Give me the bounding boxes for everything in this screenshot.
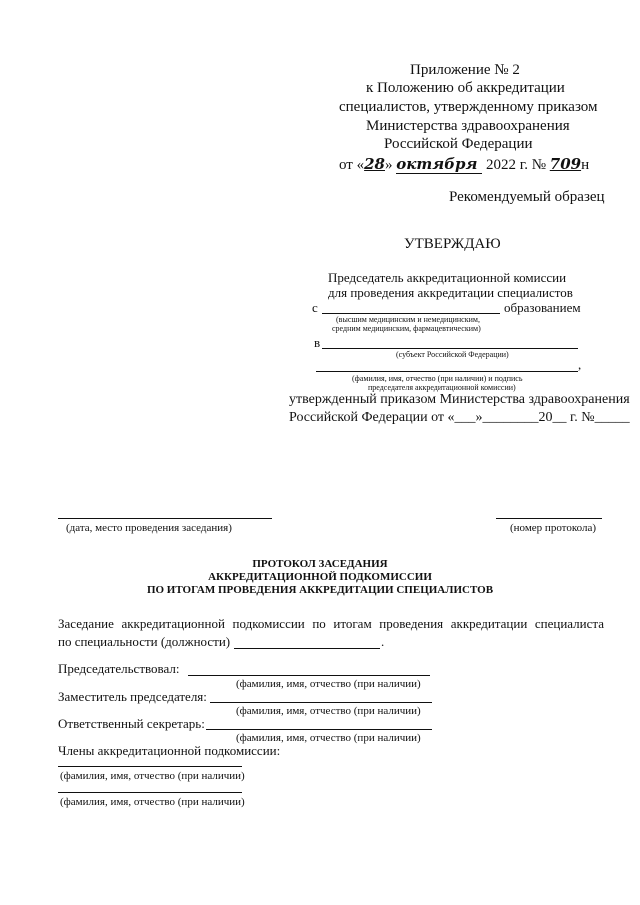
year-text: 2022 г. № [485,157,547,173]
appendix-line-5: Российской Федерации [384,136,533,152]
deputy-blank-line [210,702,432,703]
appendix-line-4: Министерства здравоохранения [366,118,570,134]
member-2-blank-line [58,792,242,793]
deputy-fio-hint: (фамилия, имя, отчество (при наличии) [236,705,421,717]
appendix-line-2: к Положению об аккредитации [366,80,565,96]
secretary-blank-line [206,729,432,730]
intro-line-1: Заседание аккредитационной подкомиссии по итогам проведения аккредитации специалиста [58,616,604,631]
subject-hint: (субъект Российской Федерации) [396,350,509,359]
date-prefix: от « [339,157,365,173]
approve-title: УТВЕРЖДАЮ [404,236,501,252]
handwritten-month: октября [396,155,482,174]
members-label: Члены аккредитационной подкомиссии: [58,743,281,758]
intro-line-2-prefix: по специальности (должности) [58,634,231,649]
appendix-number: Приложение № 2 [410,62,520,78]
with-suffix: образованием [504,300,581,315]
handwritten-day: 28 [364,155,385,173]
deputy-label: Заместитель председателя: [58,689,207,704]
member-1-blank-line [58,766,242,767]
fio-hint-2: председателя аккредитационной комиссии) [368,383,516,392]
fio-hint-1: (фамилия, имя, отчество (при наличии) и подпись [352,374,523,383]
member-1-fio-hint: (фамилия, имя, отчество (при наличии) [60,770,245,782]
intro-line-2-suffix: . [381,634,385,649]
chairman-blank-line [188,675,430,676]
order-line-2: Российской Федерации от «___»________20__ г. №_____ [289,410,630,425]
specialty-blank-line [234,648,380,649]
protocol-number-blank-line [496,518,602,519]
handwritten-order-number: 709 [549,155,582,173]
education-hint-1: (высшим медицинским и немедицинским, [336,315,480,324]
in-prefix: в [314,335,321,350]
recommended-sample: Рекомендуемый образец [449,189,605,205]
date-place-label: (дата, место проведения заседания) [66,522,232,534]
secretary-label: Ответственный секретарь: [58,716,205,731]
date-place-blank-line [58,518,272,519]
protocol-title-line-2: АККРЕДИТАЦИОННОЙ ПОДКОМИССИИ [208,571,432,583]
order-line-1: утвержденный приказом Министерства здравоохранения [289,392,630,407]
member-2-fio-hint: (фамилия, имя, отчество (при наличии) [60,796,245,808]
approve-line-1: Председатель аккредитационной комиссии [328,270,567,285]
with-prefix: с [312,300,318,315]
approve-line-2: для проведения аккредитации специалистов [328,285,573,300]
appendix-date-line: от «28» октября 2022 г. № 709н [339,155,590,173]
protocol-title-line-1: ПРОТОКОЛ ЗАСЕДАНИЯ [252,558,388,570]
fio-comma: , [578,357,582,372]
appendix-line-3: специалистов, утвержденному приказом [339,99,598,115]
protocol-number-label: (номер протокола) [510,522,597,534]
chairman-fio-blank-line [316,371,578,372]
order-suffix: н [581,157,590,173]
chairman-label: Председательствовал: [58,661,180,676]
subject-blank-line [322,348,578,349]
chairman-fio-hint: (фамилия, имя, отчество (при наличии) [236,678,421,690]
secretary-fio-hint: (фамилия, имя, отчество (при наличии) [236,732,421,744]
education-hint-2: средним медицинским, фармацевтическим) [332,324,481,333]
education-blank-line [322,313,500,314]
protocol-title-line-3: ПО ИТОГАМ ПРОВЕДЕНИЯ АККРЕДИТАЦИИ СПЕЦИАЛИСТОВ [146,584,494,596]
